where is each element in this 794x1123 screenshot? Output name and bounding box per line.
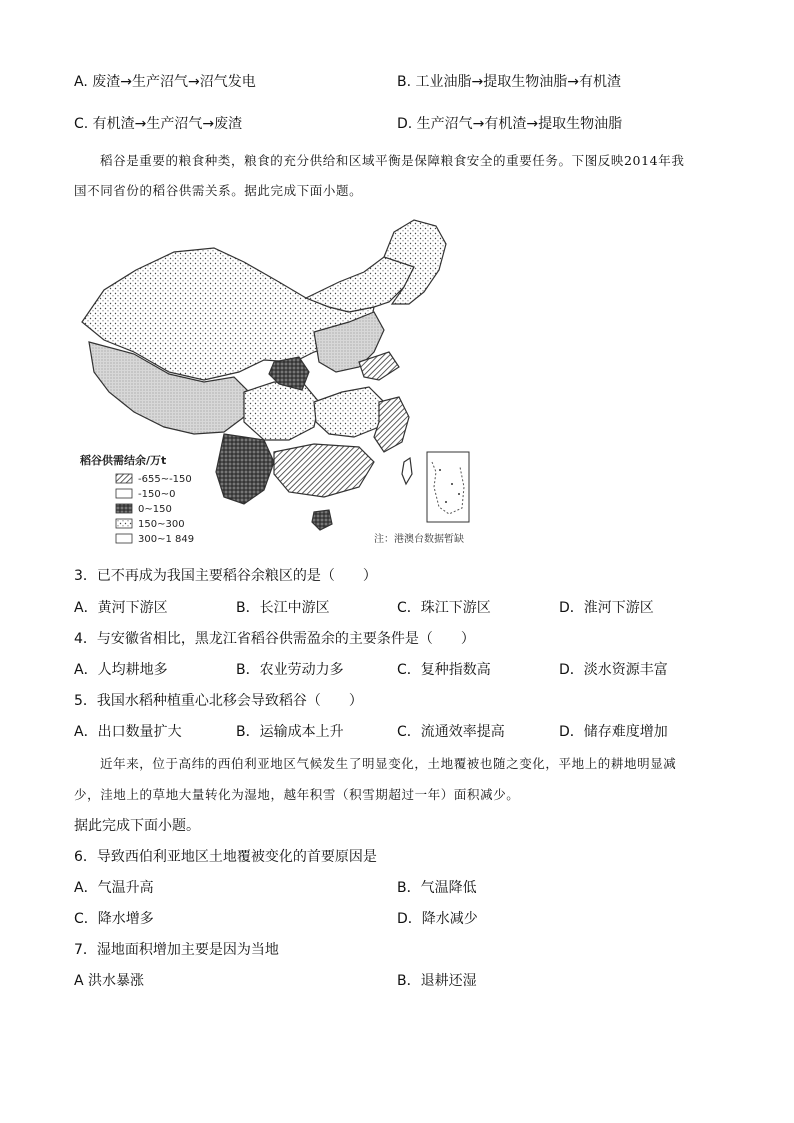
svg-text:300~1 849: 300~1 849 [138,534,195,545]
q6-option-c[interactable]: C．降水增多 [74,911,154,927]
q3-option-c[interactable]: C．珠江下游区 [397,600,491,616]
q7-option-b[interactable]: B．退耕还湿 [397,973,477,989]
option-2b[interactable]: B. 工业油脂→提取生物油脂→有机渣 [397,74,621,90]
svg-text:0~150: 0~150 [138,504,172,515]
legend-item-4 [116,519,185,530]
q5-option-c[interactable]: C．流通效率提高 [397,724,505,740]
map-legend [79,453,194,545]
svg-text:-655~-150: -655~-150 [138,474,192,485]
q6-option-d[interactable]: D．降水减少 [397,911,478,927]
q7-option-a[interactable]: A 洪水暴涨 [74,973,145,989]
china-outline [82,220,446,530]
option-2d[interactable]: D. 生产沼气→有机渣→提取生物油脂 [397,116,623,132]
svg-text:150~300: 150~300 [138,519,185,530]
q3-option-d[interactable]: D．淮河下游区 [559,600,654,616]
svg-text:-150~0: -150~0 [138,489,176,500]
q4-option-c[interactable]: C．复种指数高 [397,662,491,678]
option-2c[interactable]: C. 有机渣→生产沼气→废渣 [74,116,243,132]
q3-stem: 3．已不再成为我国主要稻谷余粮区的是（ ） [74,568,377,584]
q6-stem: 6．导致西伯利亚地区土地覆被变化的首要原因是 [74,849,377,865]
passage2-line1: 近年来，位于高纬的西伯利亚地区气候发生了明显变化，土地覆被也随之变化，平地上的耕地明显减 [100,756,677,771]
south-china-sea-inset [427,452,469,522]
q4-option-a[interactable]: A．人均耕地多 [74,662,168,678]
rice-supply-demand-map [74,212,524,552]
region-hainan [312,510,332,530]
passage1-line1: 稻谷是重要的粮食种类，粮食的充分供给和区域平衡是保障粮食安全的重要任务。下图反映2014年我 [100,153,685,168]
q7-stem: 7．湿地面积增加主要是因为当地 [74,942,279,958]
map-note: 注：港澳台数据暂缺 [374,534,464,545]
q5-option-a[interactable]: A．出口数量扩大 [74,724,182,740]
region-yunnan [216,434,274,504]
q4-option-b[interactable]: B．农业劳动力多 [236,662,344,678]
option-2a[interactable]: A. 废渣→生产沼气→沼气发电 [74,74,256,90]
q5-option-b[interactable]: B．运输成本上升 [236,724,344,740]
passage2-line3: 据此完成下面小题。 [74,818,200,834]
region-guangdong [274,444,374,497]
legend-title: 稻谷供需结余/万t [80,454,167,467]
passage2-line2: 少，洼地上的草地大量转化为湿地，越年积雪（积雪期超过一年）面积减少。 [74,787,520,802]
legend-item-3 [116,504,172,515]
q5-stem: 5．我国水稻种植重心北移会导致稻谷（ ） [74,693,363,709]
region-yangtze [314,387,384,437]
q6-option-a[interactable]: A．气温升高 [74,880,154,896]
region-sichuan [244,382,319,440]
legend-item-2 [116,489,175,500]
legend-item-5 [116,534,194,545]
q3-option-a[interactable]: A．黄河下游区 [74,600,168,616]
legend-item-1 [116,474,192,485]
region-southeast [374,397,409,452]
q4-option-d[interactable]: D．淡水资源丰富 [559,662,668,678]
q4-stem: 4．与安徽省相比，黑龙江省稻谷供需盈余的主要条件是（ ） [74,631,475,647]
q3-option-b[interactable]: B．长江中游区 [236,600,330,616]
q5-option-d[interactable]: D．储存难度增加 [559,724,668,740]
region-taiwan [402,458,412,484]
passage1-line2: 国不同省份的稻谷供需关系。据此完成下面小题。 [74,183,363,198]
q6-option-b[interactable]: B．气温降低 [397,880,477,896]
